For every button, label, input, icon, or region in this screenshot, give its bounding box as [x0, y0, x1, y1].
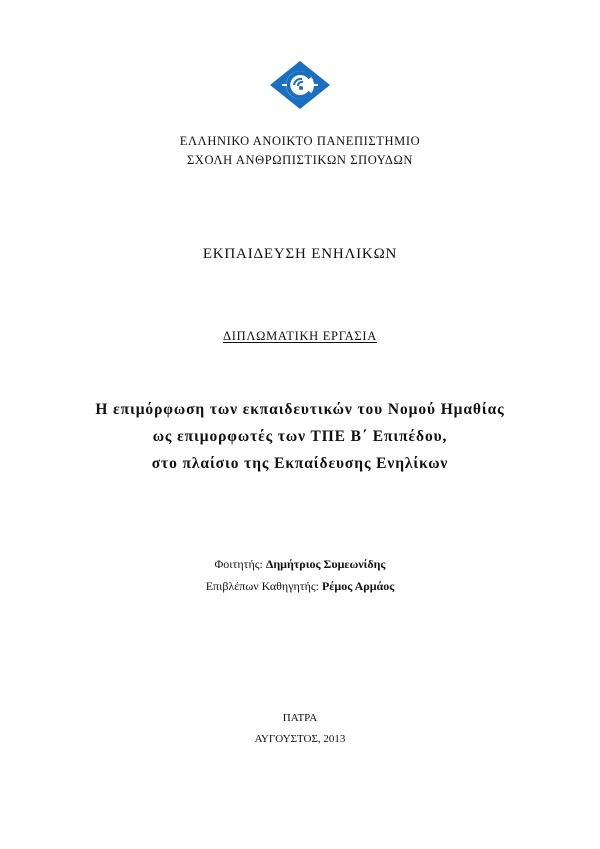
supervisor-credit	[0, 579, 600, 594]
university-logo-icon	[268, 60, 332, 110]
place: ΠΑΤΡΑ	[282, 712, 318, 724]
student-name: Δημήτριος Συμεωνίδης	[265, 557, 386, 571]
thesis-title-line: ως επιμορφωτές των ΤΠΕ Β΄ Επιπέδου,	[152, 428, 448, 445]
thesis-type	[0, 329, 600, 344]
student-credit	[0, 557, 600, 572]
thesis-title-line: στο πλαίσιο της Εκπαίδευσης Ενηλίκων	[151, 455, 449, 472]
supervisor-name: Ρέμος Αρμάος	[321, 579, 395, 593]
university-name: ΕΛΛΗΝΙΚΟ ΑΝΟΙΚΤΟ ΠΑΝΕΠΙΣΤΗΜΙΟ	[179, 134, 421, 148]
student-label: Φοιτητής:	[214, 557, 266, 571]
supervisor-label: Επιβλέπων Καθηγητής:	[205, 579, 322, 593]
school-name: ΣΧΟΛΗ ΑΝΘΡΩΠΙΣΤΙΚΩΝ ΣΠΟΥΔΩΝ	[186, 153, 414, 167]
thesis-title-line: Η επιμόρφωση των εκπαιδευτικών του Νομού Ημαθίας	[95, 401, 505, 418]
programme-name: ΕΚΠΑΙΔΕΥΣΗ ΕΝΗΛΙΚΩΝ	[202, 246, 398, 262]
thesis-type-label: ΔΙΠΛΩΜΑΤΙΚΗ ΕΡΓΑΣΙΑ	[223, 329, 377, 343]
date: ΑΥΓΟΥΣΤΟΣ, 2013	[254, 733, 346, 745]
